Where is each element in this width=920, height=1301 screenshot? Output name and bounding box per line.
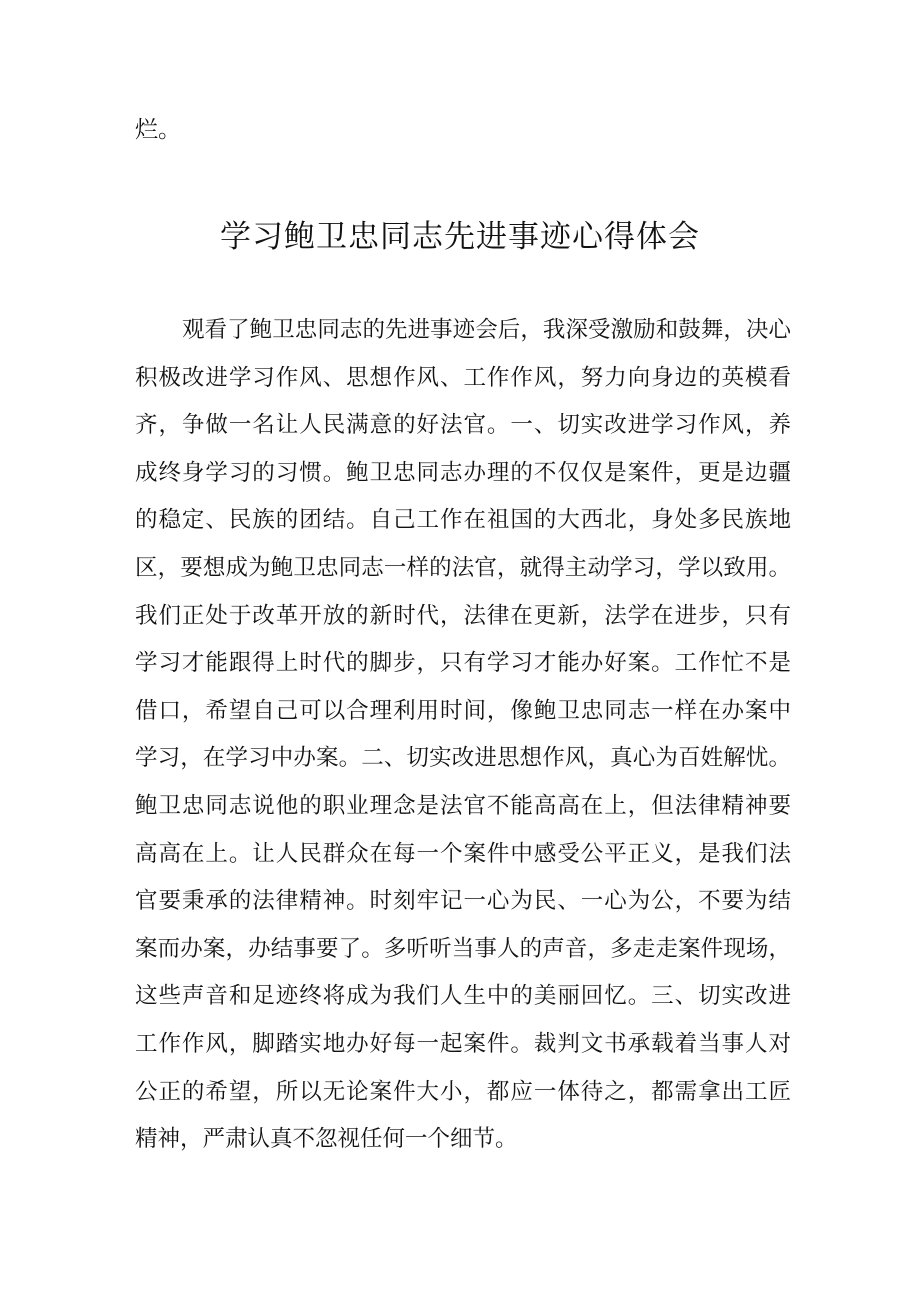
paragraph-line: 齐，争做一名让人民满意的好法官。一、切实改进学习作风，养 <box>135 412 791 439</box>
paragraph-line: 成终身学习的习惯。鲍卫忠同志办理的不仅仅是案件，更是边疆 <box>135 459 791 486</box>
paragraph-line: 鲍卫忠同志说他的职业理念是法官不能高高在上，但法律精神要 <box>135 792 791 819</box>
paragraph-line: 我们正处于改革开放的新时代，法律在更新，法学在进步，只有 <box>135 602 791 629</box>
paragraph-line: 学习才能跟得上时代的脚步，只有学习才能办好案。工作忙不是 <box>135 650 791 677</box>
previous-paragraph-tail: 烂。 <box>135 117 181 143</box>
paragraph-line: 学习，在学习中办案。二、切实改进思想作风，真心为百姓解忧。 <box>135 745 791 772</box>
body-paragraph <box>135 312 791 1169</box>
paragraph-line: 工作作风，脚踏实地办好每一起案件。裁判文书承载着当事人对 <box>135 1030 791 1057</box>
document-title: 学习鲍卫忠同志先进事迹心得体会 <box>220 219 700 255</box>
paragraph-line: 区，要想成为鲍卫忠同志一样的法官，就得主动学习，学以致用。 <box>135 554 791 581</box>
paragraph-line: 官要秉承的法律精神。时刻牢记一心为民、一心为公，不要为结 <box>135 888 791 915</box>
paragraph-line: 借口，希望自己可以合理利用时间，像鲍卫忠同志一样在办案中 <box>135 697 791 724</box>
paragraph-line: 案而办案，办结事要了。多听听当事人的声音，多走走案件现场， <box>135 935 791 962</box>
paragraph-line: 的稳定、民族的团结。自己工作在祖国的大西北，身处多民族地 <box>135 507 791 534</box>
paragraph-line: 公正的希望，所以无论案件大小，都应一体待之，都需拿出工匠 <box>135 1078 791 1105</box>
paragraph-line: 观看了鲍卫忠同志的先进事迹会后，我深受激励和鼓舞，决心 <box>182 317 791 343</box>
paragraph-line: 高高在上。让人民群众在每一个案件中感受公平正义，是我们法 <box>135 840 791 867</box>
paragraph-line: 这些声音和足迹终将成为我们人生中的美丽回忆。三、切实改进 <box>135 983 791 1010</box>
paragraph-line: 积极改进学习作风、思想作风、工作作风，努力向身边的英模看 <box>135 364 791 391</box>
paragraph-line: 精神，严肃认真不忽视任何一个细节。 <box>135 1126 518 1153</box>
